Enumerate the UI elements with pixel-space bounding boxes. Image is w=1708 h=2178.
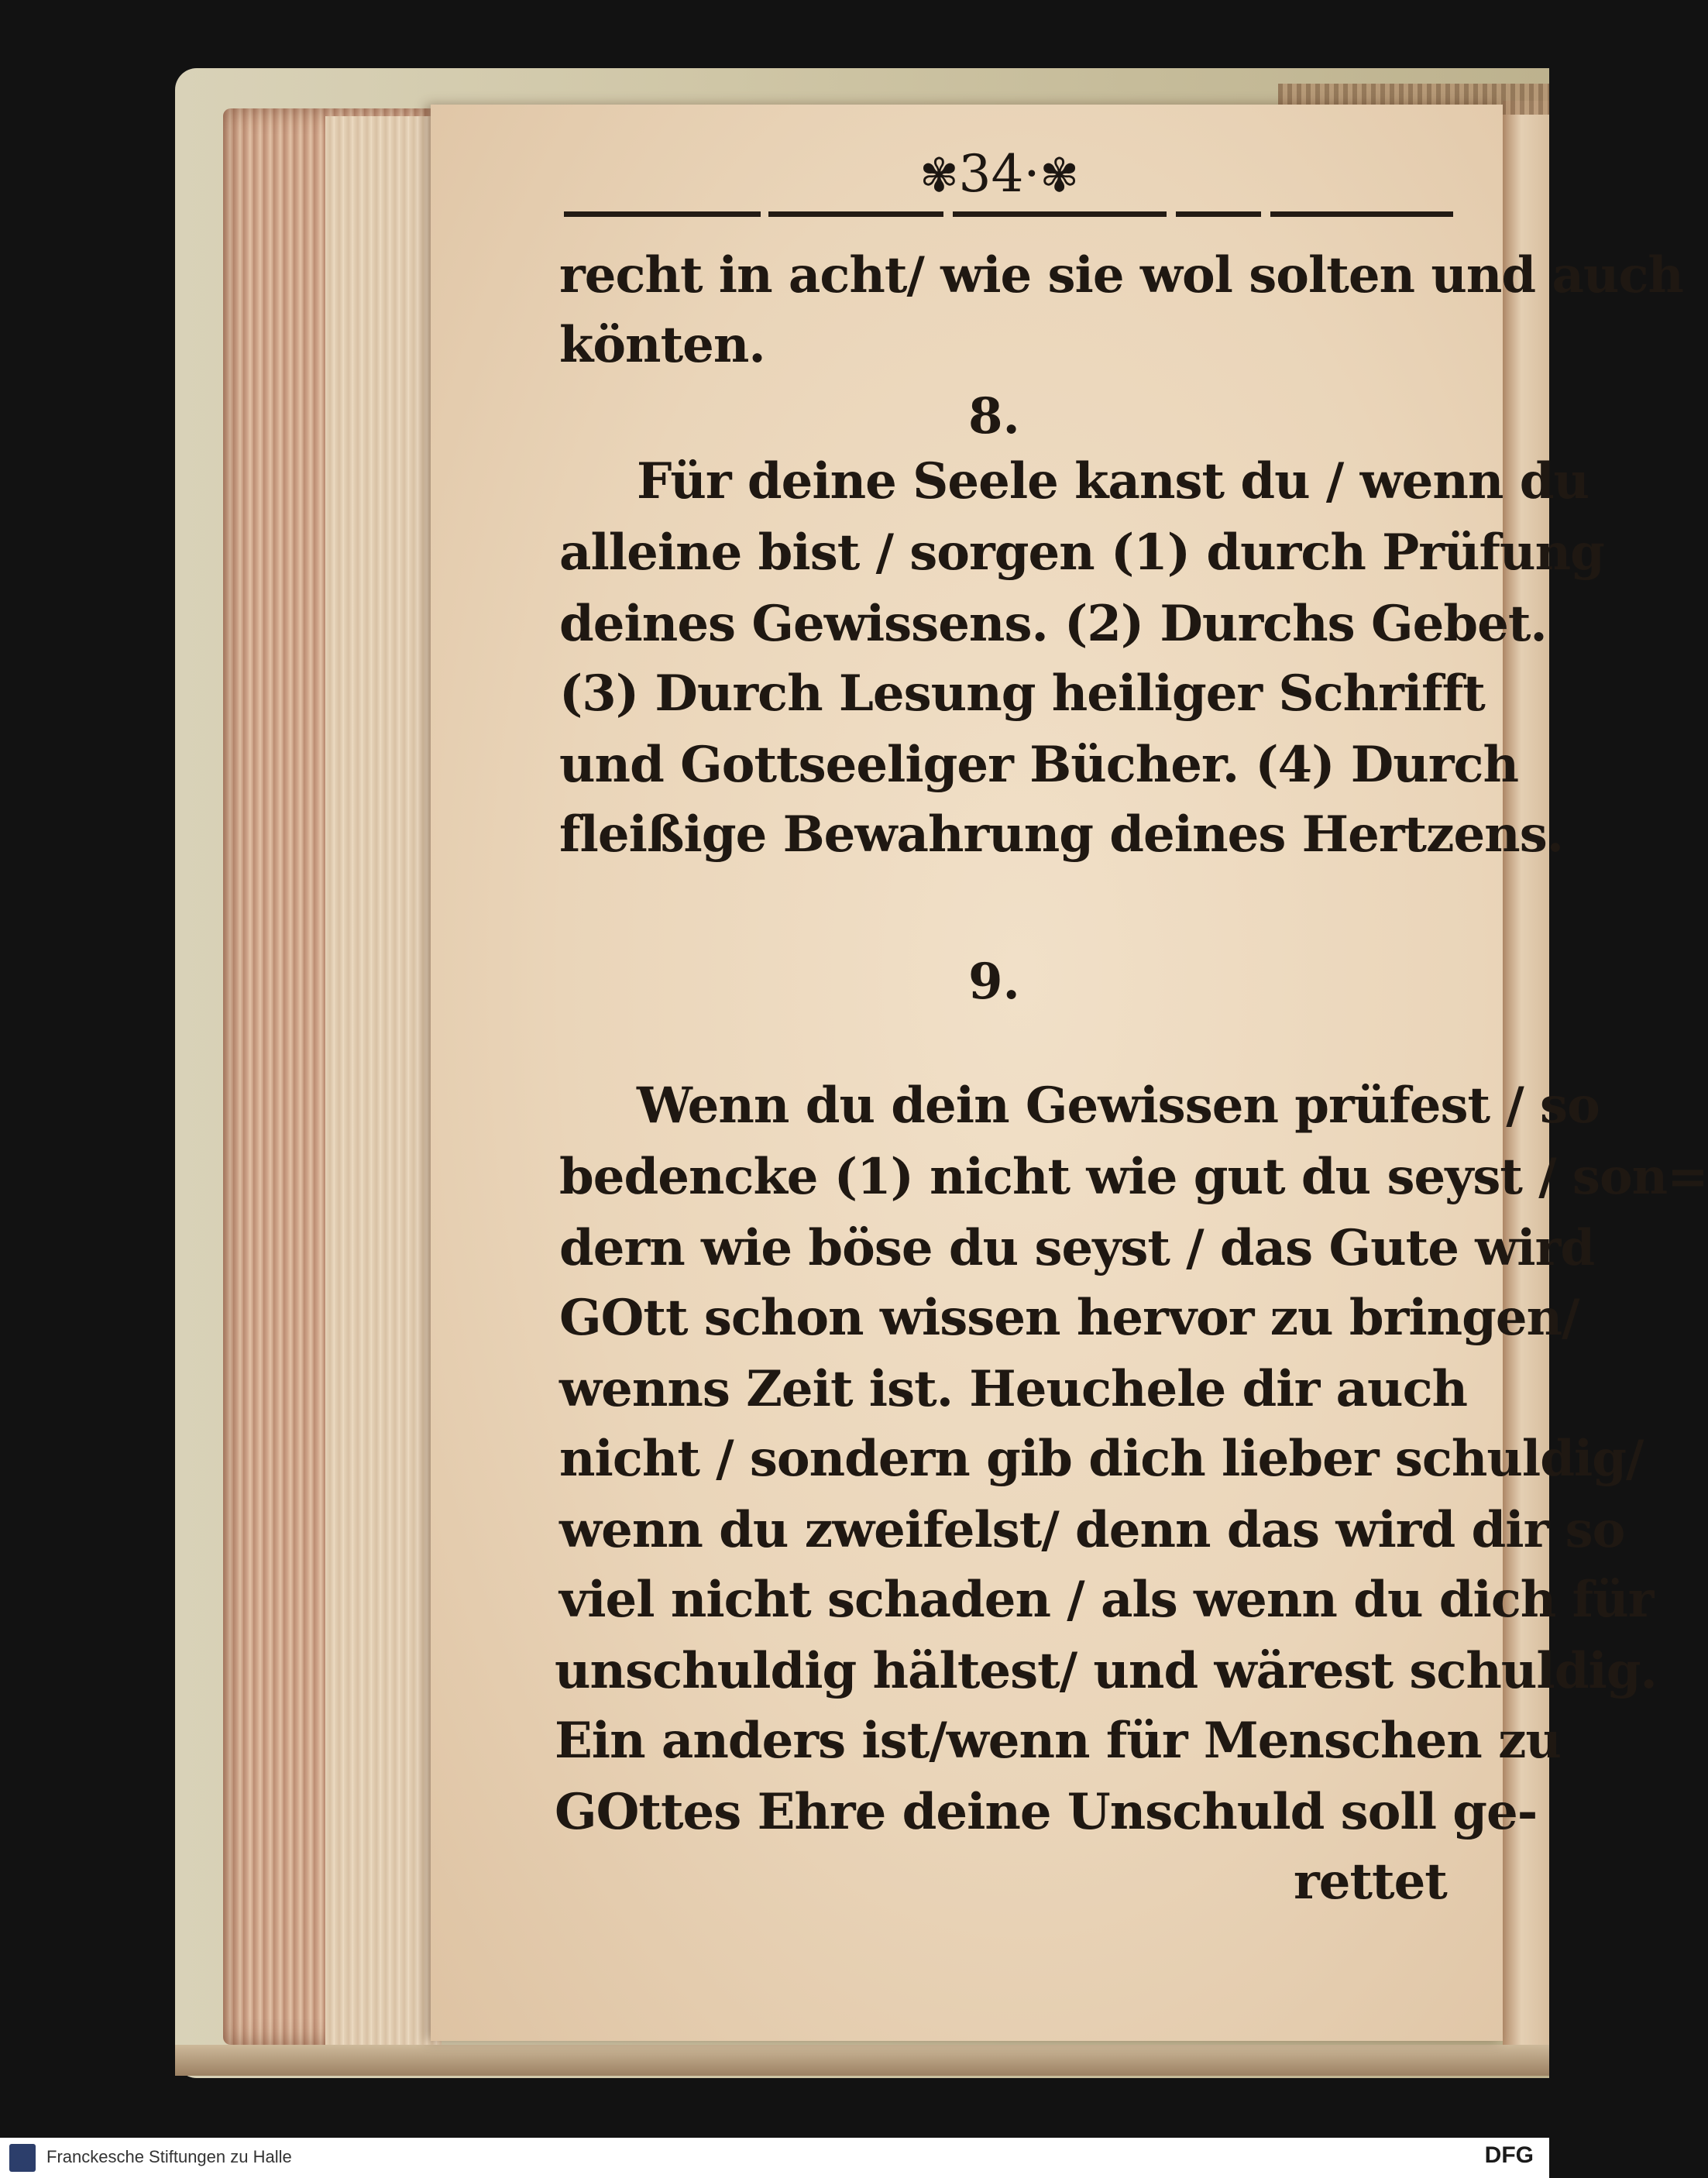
institution-logo-icon bbox=[9, 2144, 36, 2172]
text-line: dern wie böse du seyst / das Gute wird bbox=[559, 1219, 1595, 1277]
text-line: deines Gewissens. (2) Durchs Gebet. bbox=[559, 595, 1547, 653]
text-line: Ein anders ist/wenn für Menschen zu bbox=[555, 1712, 1561, 1770]
text-line: wenns Zeit ist. Heuchele dir auch bbox=[559, 1360, 1468, 1418]
text-line: unschuldig hältest/ und wärest schuldig. bbox=[555, 1642, 1657, 1700]
text-line: könten. bbox=[559, 316, 765, 374]
page-number: 34 bbox=[958, 144, 1024, 204]
text-line: viel nicht schaden / als wenn du dich für bbox=[559, 1571, 1654, 1629]
text-line: (3) Durch Lesung heiliger Schrifft bbox=[559, 665, 1485, 723]
ornament-right-icon: ✾ bbox=[1040, 149, 1079, 203]
text-line: recht in acht/ wie sie wol solten und auch bbox=[559, 246, 1683, 304]
section-number: 8. bbox=[968, 387, 1020, 445]
header-rule bbox=[768, 211, 943, 217]
text-line: Für deine Seele kanst du / wenn du bbox=[637, 452, 1589, 510]
text-line: bedencke (1) nicht wie gut du seyst / son= bbox=[559, 1148, 1708, 1206]
header-rule bbox=[564, 211, 761, 217]
text-line: nicht / sondern gib dich lieber schuldig/ bbox=[559, 1430, 1644, 1488]
page-header: ✾34·✾ bbox=[919, 144, 1079, 204]
text-line: GOttes Ehre deine Unschuld soll ge- bbox=[555, 1783, 1538, 1841]
section-number: 9. bbox=[968, 953, 1020, 1011]
header-rule bbox=[953, 211, 1167, 217]
text-line: wenn du zweifelst/ denn das wird dir so bbox=[559, 1501, 1625, 1559]
institution-name: Franckesche Stiftungen zu Halle bbox=[46, 2147, 292, 2166]
book-bottom-edge bbox=[175, 2045, 1549, 2076]
text-line: Wenn du dein Gewissen prüfest / so bbox=[637, 1077, 1600, 1135]
text-line: GOtt schon wissen hervor zu bringen/ bbox=[559, 1289, 1579, 1347]
page-stack-inner bbox=[325, 116, 442, 2045]
header-rule bbox=[1176, 211, 1261, 217]
text-line: alleine bist / sorgen (1) durch Prüfung bbox=[559, 524, 1604, 582]
text-line: und Gottseeliger Bücher. (4) Durch bbox=[559, 736, 1518, 794]
header-rule bbox=[1270, 211, 1453, 217]
text-line: fleißige Bewahrung deines Hertzens. bbox=[559, 806, 1563, 864]
catchword: rettet bbox=[1294, 1853, 1447, 1911]
ornament-left-icon: ✾ bbox=[919, 149, 959, 203]
dfg-logo: DFG bbox=[1484, 2142, 1534, 2168]
